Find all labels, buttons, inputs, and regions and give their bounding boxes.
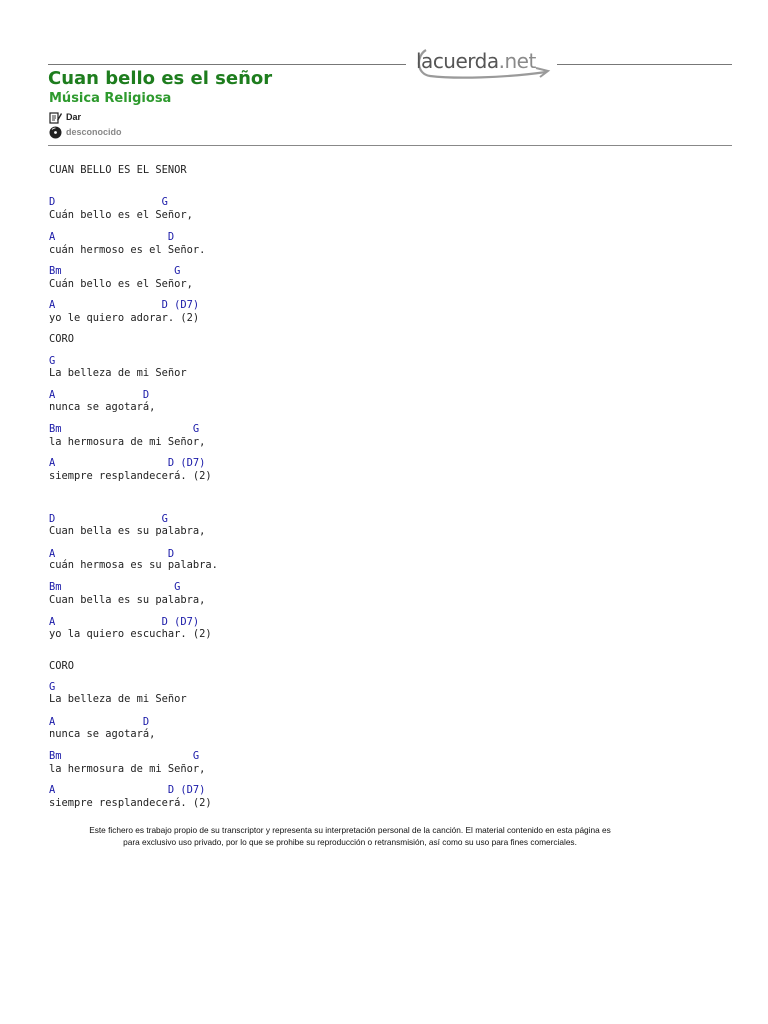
footer-line: Este fichero es trabajo propio de su transcriptor y representa su interpretación personal de la canción. El material contenido en esta página es	[89, 825, 611, 835]
chord-line: A D (D7)	[49, 457, 206, 469]
chord-line: G	[49, 355, 56, 367]
top-divider-left	[48, 64, 406, 65]
lyric-line: nunca se agotará,	[49, 401, 156, 413]
chord-line: D G	[49, 196, 168, 208]
lyric-line: la hermosura de mi Señor,	[49, 436, 206, 448]
lyrics-heading: CUAN BELLO ES EL SENOR	[49, 164, 187, 176]
lyric-line: cuán hermosa es su palabra.	[49, 559, 218, 571]
lyric-line: La belleza de mi Señor	[49, 693, 187, 705]
song-title: Cuan bello es el señor	[48, 68, 273, 89]
author-name: Dar	[66, 112, 82, 122]
lyric-line: yo la quiero escuchar. (2)	[49, 628, 212, 640]
logo-main-text: lacuerda	[416, 49, 499, 73]
logo-dot-text: .	[498, 49, 505, 73]
lyric-line: Cuán bello es el Señor,	[49, 278, 193, 290]
logo-tld-text: net	[504, 49, 536, 73]
site-logo[interactable]	[416, 49, 536, 73]
lyric-line: yo le quiero adorar. (2)	[49, 312, 200, 324]
section-label: CORO	[49, 333, 75, 345]
chord-line: Bm G	[49, 265, 181, 277]
chord-line: Bm G	[49, 581, 181, 593]
lyric-line: Cuán bello es el Señor,	[49, 209, 193, 221]
lyric-line: Cuan bella es su palabra,	[49, 594, 206, 606]
lyric-line: Cuan bella es su palabra,	[49, 525, 206, 537]
header-divider	[48, 145, 732, 146]
chord-line: A D (D7)	[49, 784, 206, 796]
chord-line: G	[49, 681, 56, 693]
chord-line: A D	[49, 548, 175, 560]
chord-line: Bm G	[49, 423, 200, 435]
chord-line: A D	[49, 716, 150, 728]
copyright-notice	[40, 825, 660, 848]
chord-line: A D	[49, 389, 150, 401]
chord-line: A D (D7)	[49, 299, 200, 311]
lyric-line: La belleza de mi Señor	[49, 367, 187, 379]
chord-line: Bm G	[49, 750, 200, 762]
chord-line: A D (D7)	[49, 616, 200, 628]
lyric-line: siempre resplandecerá. (2)	[49, 470, 212, 482]
chord-line: A D	[49, 231, 175, 243]
album-name: desconocido	[66, 127, 122, 137]
chord-line: D G	[49, 513, 168, 525]
artist-link[interactable]: Música Religiosa	[49, 91, 172, 106]
footer-line: para exclusivo uso privado, por lo que se prohibe su reproducción o retransmisión, así como su uso para fines comerciales.	[123, 836, 577, 847]
top-divider-right	[557, 64, 732, 65]
section-label: CORO	[49, 660, 75, 672]
lyric-line: la hermosura de mi Señor,	[49, 763, 206, 775]
lyric-line: nunca se agotará,	[49, 728, 156, 740]
lyric-line: siempre resplandecerá. (2)	[49, 797, 212, 809]
lyric-line: cuán hermoso es el Señor.	[49, 244, 206, 256]
